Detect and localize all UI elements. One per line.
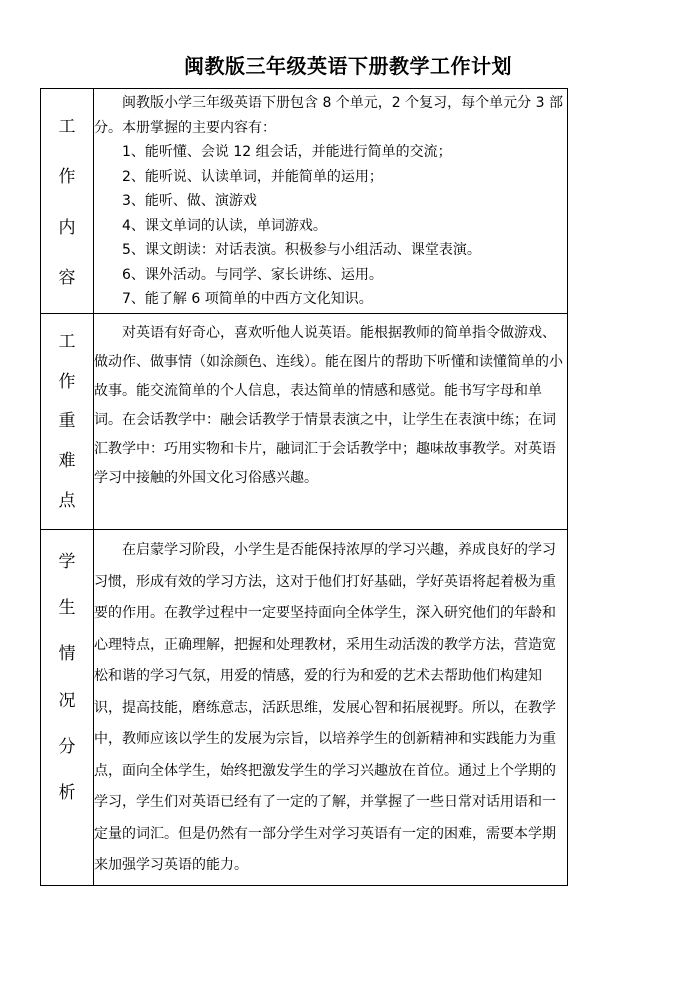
key-difficulties-text: 对英语有好奇心，喜欢听他人说英语。能根据教师的简单指令做游戏、做动作、做事情（如涂颜色、连线）。能在图片的帮助下听懂和读懂简单的小故事。能交流简单的个人信息，表达简单的情感和感觉。能书写字母和单词。在会话教学中：融会话教学于情景表演之中，让学生在表演中练；在词汇教学中：巧用实物和卡片，融词汇于会话教学中；趣味故事教学。对英语学习中接触的外国文化习俗感兴趣。 (94, 325, 563, 486)
list-item: 3、能听、做、演游戏 (122, 193, 257, 209)
list-item: 4、课文单词的认读，单词游戏。 (122, 217, 327, 234)
label-char: 生 (58, 597, 76, 618)
table-row-work-content (41, 89, 568, 314)
label-char: 作 (58, 167, 76, 188)
list-item: 2、能听说、认读单词，并能简单的运用； (122, 168, 383, 185)
row-label-work-content (41, 89, 94, 314)
label-char: 容 (58, 268, 76, 289)
list-item: 6、课外活动。与同学、家长讲练、运用。 (122, 266, 383, 283)
list-item: 5、课文朗读：对话表演。积极参与小组活动、课堂表演。 (122, 242, 481, 258)
label-char: 学 (58, 551, 76, 572)
student-analysis-text: 在启蒙学习阶段，小学生是否能保持浓厚的学习兴趣，养成良好的学习习惯，形成有效的学习方法，这对于他们打好基础，学好英语将起着极为重要的作用。在教学过程中一定要坚持面向全体学生，深入研究他们的年龄和心理特点，正确理解，把握和处理教材，采用生动活泼的教学方法，营造宽松和谐的学习气氛，用爱的情感，爱的行为和爱的艺术去帮助他们构建知识，提高技能，磨练意志，活跃思维，发展心智和拓展视野。所以，在教学中，教师应该以学生的发展为宗旨，以培养学生的创新精神和实践能力为重点，面向全体学生，始终把激发学生的学习兴趣放在首位。通过上个学期的学习，学生们对英语已经有了一定的了解，并掌握了一些日常对话用语和一定量的词汇。但是仍然有一部分学生对学习英语有一定的困难，需要本学期来加强学习英语的能力。 (94, 542, 556, 873)
row-label-student-analysis (41, 530, 94, 886)
label-char: 重 (58, 411, 76, 432)
label-char: 难 (58, 451, 76, 472)
label-char: 作 (58, 371, 76, 392)
label-char: 况 (58, 690, 76, 711)
document-title: 闽教版三年级英语下册教学工作计划 (184, 54, 512, 78)
label-char: 工 (58, 116, 76, 137)
row-label-key-difficulties (41, 314, 94, 530)
work-content-intro: 闽教版小学三年级英语下册包含 8 个单元，2 个复习，每个单元分 3 部分。本册掌握的主要内容有： (94, 95, 563, 136)
label-char: 分 (58, 736, 76, 757)
label-char: 点 (58, 490, 76, 511)
label-char: 析 (58, 783, 76, 804)
list-item: 7、能了解 6 项简单的中西方文化知识。 (122, 291, 373, 307)
student-analysis-cell (94, 530, 568, 886)
label-char: 工 (58, 332, 76, 353)
table-row-student-analysis (41, 530, 568, 886)
plan-table (40, 88, 568, 886)
label-char: 内 (58, 217, 76, 238)
table-row-key-difficulties (41, 314, 568, 530)
key-difficulties-cell (94, 314, 568, 530)
work-content-cell (94, 89, 568, 314)
label-char: 情 (58, 644, 76, 665)
list-item: 1、能听懂、会说 12 组会话，并能进行简单的交流； (122, 144, 452, 160)
